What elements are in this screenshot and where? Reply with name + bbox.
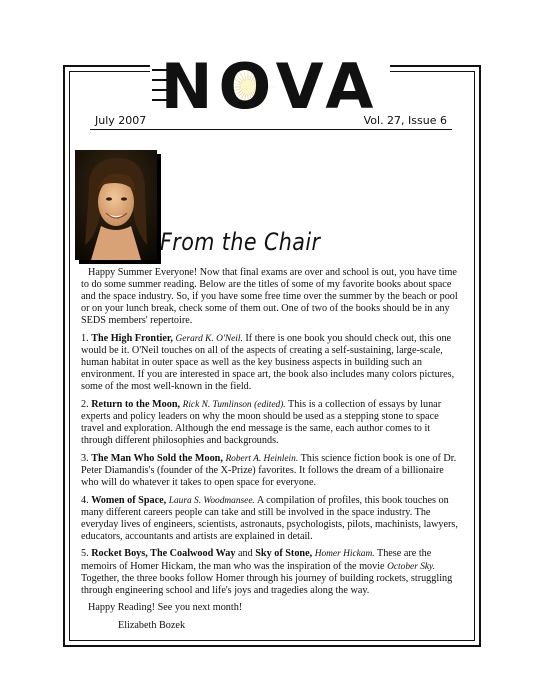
- article-body: [81, 267, 463, 638]
- issue-volume: Vol. 27, Issue 6: [363, 114, 447, 127]
- masthead-logo: [150, 30, 390, 125]
- book-title-2: Sky of Stone,: [255, 548, 313, 560]
- issue-divider: [90, 129, 452, 130]
- book-author: Robert A. Heinlein.: [225, 453, 299, 464]
- book-description: This is a collection of essays by lunar experts and policy leaders on why the moon should be used as a stepping stone to space travel and exploration. Although the end message is the same, each author comes to it through different philosophies and backgrounds.: [81, 398, 442, 447]
- masthead-title: NOVA: [160, 50, 380, 123]
- book-number: 5.: [81, 548, 89, 560]
- intro-paragraph: Happy Summer Everyone! Now that final exams are over and school is out, you have time to do some summer reading. Below are the titles of some of my favorite books about space and the space industry. So, if you have some free time over the summer by the beach or pool or on your lunch break, check some of them out. One of two of the books should be in any SEDS members' repertoire.: [81, 267, 458, 327]
- book-title: Return to the Moon,: [91, 398, 181, 410]
- book-author: Homer Hickam.: [314, 549, 375, 560]
- book-editor-note: (edited).: [254, 399, 286, 410]
- book-item-1: [81, 333, 463, 393]
- book-title: Rocket Boys, The Coalwood Way: [91, 548, 236, 560]
- book-author: Laura S. Woodmansee.: [168, 495, 255, 506]
- signature: Elizabeth Bozek: [118, 619, 186, 631]
- book-description: This science fiction book is one of Dr. Peter Diamandis's (founder of the X-Prize) favorites. It follows the dream of a billionaire who will do whatever it takes to open space for everyone.: [81, 452, 457, 488]
- chair-portrait-photo: [75, 150, 157, 260]
- book-title: Women of Space,: [91, 494, 167, 506]
- book-author: Gerard K. O'Neil.: [175, 333, 243, 344]
- book-number: 4.: [81, 494, 89, 506]
- book-item-4: [81, 495, 463, 543]
- book-item-3: [81, 453, 463, 489]
- book-description: A compilation of profiles, this book touches on many different careers people can take and still be involved in the space industry. The everyday lives of engineers, scientists, astronauts, psychologists, pilots, machinists, lawyers, educators, accountants and artists are explained in detail.: [81, 494, 458, 542]
- book-description: If there is one book you should check out, this one would be it. O'Neil touches on all of the aspects of creating a self-sustaining, large-scale, human habitat in outer space as well as the key business aspects in building such an environment. If you are interested in space art, the book also includes many colors pictures, some of the most well-known in the field.: [81, 332, 455, 393]
- book-description-2: Together, the three books follow Homer through his journey of building rockets, struggling through engineering school and life's joys and tragedies along the way.: [81, 572, 453, 596]
- book-item-5: [81, 548, 463, 596]
- book-conjunction: and: [237, 548, 253, 560]
- book-number: 1.: [81, 332, 89, 344]
- closing-line: Happy Reading! See you next month!: [88, 602, 243, 614]
- book-author: Rick N. Tumlinson: [182, 399, 252, 410]
- book-description: These are the memoirs of Homer Hickam, the man who was the inspiration of the movie: [81, 548, 432, 572]
- book-item-2: [81, 399, 463, 447]
- movie-title: October Sky.: [387, 561, 436, 572]
- issue-date: July 2007: [95, 114, 147, 127]
- book-title: The High Frontier,: [91, 332, 173, 344]
- book-number: 3.: [81, 452, 89, 464]
- book-number: 2.: [81, 398, 89, 410]
- book-title: The Man Who Sold the Moon,: [91, 452, 223, 464]
- issue-info-line: [90, 114, 452, 130]
- section-title: From the Chair: [160, 228, 321, 256]
